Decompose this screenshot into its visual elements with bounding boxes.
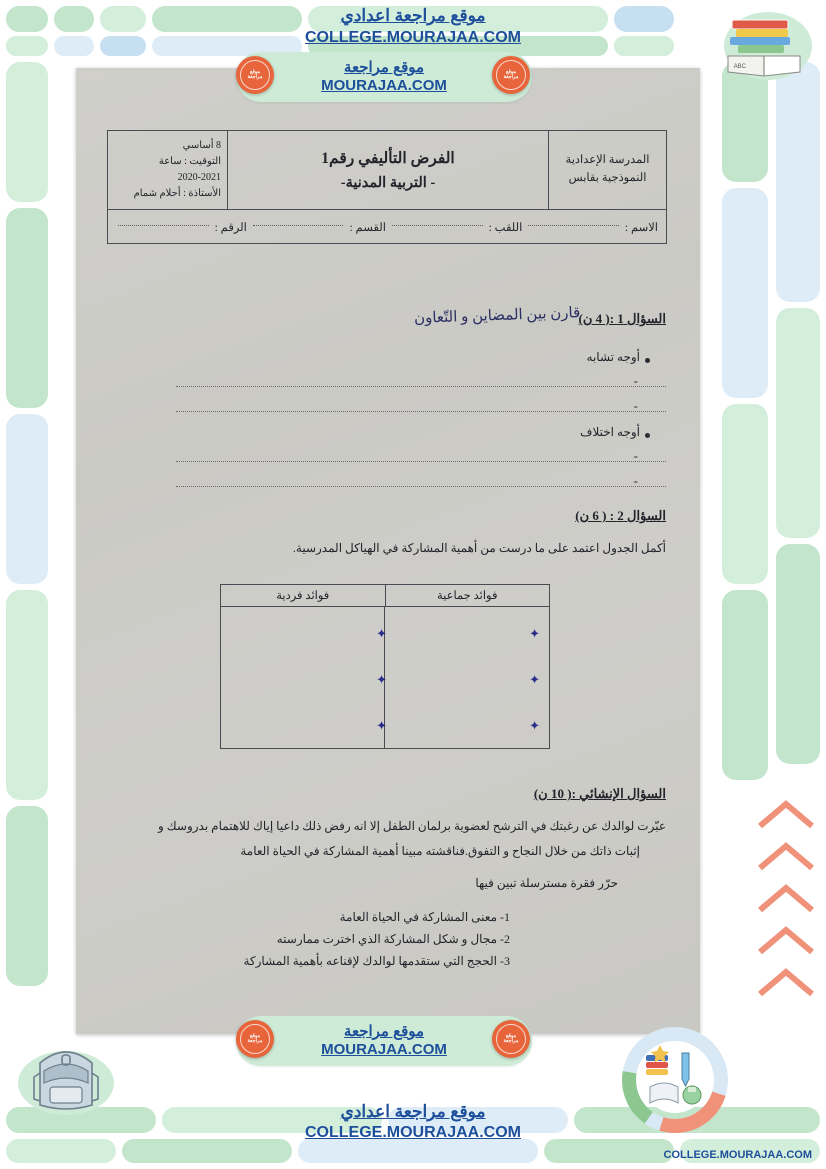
answer-line [176, 411, 666, 412]
exam-meta-cell [108, 131, 228, 209]
dash-marker: - [633, 373, 638, 388]
identity-field-0: الاسم : [624, 221, 658, 234]
handwritten-star: ✦ [529, 718, 540, 733]
exam-teacher: الأستاذة : أحلام شمام [133, 188, 221, 199]
stamp-text-right-bottom: موقع مراجعة [503, 1032, 519, 1044]
site-footer [0, 1102, 826, 1142]
bottom-badge-line1: موقع مراجعة [343, 1023, 425, 1040]
school-line1: المدرسة الإعدادية [565, 154, 650, 167]
handwritten-star: ✦ [529, 626, 540, 641]
question-3-item-0: 1- معنى المشاركة في الحياة العامة [339, 910, 510, 924]
stamp-icon-left [236, 56, 274, 94]
question-3-prompt-line3: حرّر فقرة مسترسلة تبين فيها [475, 876, 618, 890]
question-1-handwriting: قارن بين المضاين و التّعاون [413, 305, 581, 327]
handwritten-star: ✦ [529, 672, 540, 687]
table-col-1: فوائد فردية [276, 590, 330, 602]
table-header-row [221, 585, 549, 607]
question-1-bullet-0: أوجه تشابه [586, 350, 640, 364]
corner-credit: COLLEGE.MOURAJAA.COM [663, 1149, 812, 1161]
stamp-text-right: موقع مراجعة [503, 68, 519, 80]
site-header [0, 6, 826, 47]
bullet-dot [645, 433, 650, 438]
identity-field-3: الرقم : [214, 221, 247, 234]
scanned-exam-sheet [76, 68, 700, 1034]
stamp-text-left-bottom: موقع مراجعة [247, 1032, 263, 1044]
identity-field-2: القسم : [349, 221, 386, 234]
svg-text:ABC: ABC [733, 64, 746, 70]
stamp-text-left: موقع مراجعة [247, 68, 263, 80]
question-3-item-1: 2- مجال و شكل المشاركة الذي اخترت ممارسته [276, 932, 510, 946]
stamp-icon-right [492, 56, 530, 94]
bottom-watermark-badge [236, 1016, 532, 1066]
stamp-icon-right-bottom [492, 1020, 530, 1058]
identity-field-1: اللقب : [488, 221, 523, 234]
question-2-label: السؤال 2 : ( 6 ن) [575, 508, 666, 523]
exam-identity-row [107, 210, 667, 244]
question-3-prompt-line2: إثبات ذاتك من خلال النجاح و التفوق.فناقشته مبينا أهمية المشاركة في الحياة العامة [240, 844, 640, 858]
footer-line1: موقع مراجعة اعدادي [340, 1102, 486, 1121]
bottom-badge-pill [236, 1016, 532, 1066]
top-badge-pill [236, 52, 532, 102]
answer-line [176, 461, 666, 462]
handwritten-star: ✦ [376, 672, 387, 687]
bullet-dot [645, 358, 650, 363]
question-3-item-2: 3- الحجج التي ستقدمها لوالدك لإقناعه بأهمية المشاركة [243, 954, 510, 968]
question-1-label: السؤال 1 :( 4 ن) [578, 311, 666, 326]
top-watermark-badge [236, 52, 532, 102]
exam-title-line1: الفرض التأليفي رقم1 [321, 149, 455, 167]
bottom-badge-line2: MOURAJAA.COM [321, 1041, 447, 1058]
table-col-0: فوائد جماعية [385, 585, 550, 606]
exam-level: 8 أساسي [182, 140, 221, 151]
handwritten-star: ✦ [376, 626, 387, 641]
site-header-line2: COLLEGE.MOURAJAA.COM [305, 29, 521, 46]
exam-school-cell [548, 131, 666, 209]
top-badge-line2: MOURAJAA.COM [321, 77, 447, 94]
answer-line [176, 386, 666, 387]
exam-title-line2: - التربية المدنية- [340, 174, 436, 191]
exam-header-table [107, 130, 667, 210]
dash-marker: - [633, 398, 638, 413]
school-line2: النموذجية بقابس [568, 172, 647, 184]
question-3-prompt-line1: عبّرت لوالدك عن رغبتك في الترشح لعضوية برلمان الطفل إلا انه رفض ذلك داعيا إياك للاهتمام بدروسك و [157, 819, 666, 833]
top-badge-line1: موقع مراجعة [343, 59, 425, 76]
dash-marker: - [633, 473, 638, 488]
question-3-label: السؤال الإنشائي :( 10 ن) [533, 786, 666, 801]
footer-line2: COLLEGE.MOURAJAA.COM [305, 1124, 521, 1141]
exam-duration: التوقيت : ساعة [158, 156, 221, 167]
answer-line [176, 486, 666, 487]
chevron-decoration [752, 800, 818, 1030]
exam-document [76, 68, 700, 1034]
exam-title-cell [228, 131, 548, 209]
question-2-instruction: أكمل الجدول اعتمد على ما درست من أهمية المشاركة في الهياكل المدرسية. [292, 541, 666, 555]
exam-year: 2020-2021 [177, 172, 221, 183]
stamp-icon-left-bottom [236, 1020, 274, 1058]
books-icon [710, 6, 814, 82]
question-1-bullet-1: أوجه اختلاف [580, 425, 640, 439]
site-header-line1: موقع مراجعة اعدادي [340, 6, 486, 25]
question-2-table [220, 584, 550, 749]
dash-marker: - [633, 448, 638, 463]
handwritten-star: ✦ [376, 718, 387, 733]
